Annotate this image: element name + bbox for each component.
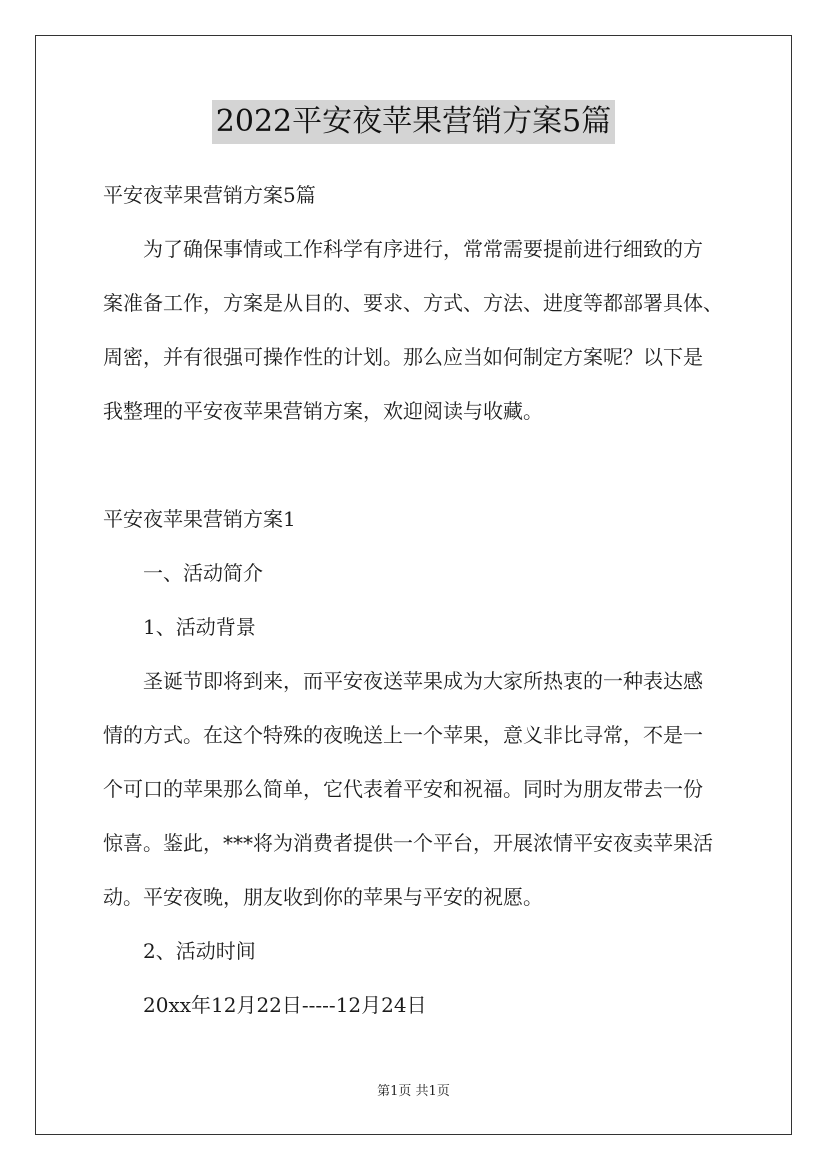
activity-date-range: 20xx年12月22日-----12月24日	[143, 993, 427, 1017]
paragraph-line: 周密，并有很强可操作性的计划。那么应当如何制定方案呢？以下是	[103, 345, 703, 369]
paragraph-line: 圣诞节即将到来，而平安夜送苹果成为大家所热衷的一种表达感	[143, 669, 703, 693]
document-title: 2022平安夜苹果营销方案5篇	[212, 100, 615, 144]
paragraph-line: 动。平安夜晚，朋友收到你的苹果与平安的祝愿。	[103, 885, 543, 909]
paragraph-line: 为了确保事情或工作科学有序进行，常常需要提前进行细致的方	[143, 237, 703, 261]
subheading-activity-intro: 一、活动简介	[143, 561, 263, 585]
section-heading-main: 平安夜苹果营销方案5篇	[103, 183, 316, 207]
subheading-activity-time: 2、活动时间	[143, 939, 256, 963]
paragraph-line: 案准备工作，方案是从目的、要求、方式、方法、进度等都部署具体、	[103, 291, 723, 315]
paragraph-line: 我整理的平安夜苹果营销方案，欢迎阅读与收藏。	[103, 399, 543, 423]
subheading-background: 1、活动背景	[143, 615, 256, 639]
document-title-container	[0, 100, 827, 144]
section-heading-plan-1: 平安夜苹果营销方案1	[103, 507, 296, 531]
page-number-footer: 第1页 共1页	[377, 1084, 450, 1099]
paragraph-line: 情的方式。在这个特殊的夜晚送上一个苹果，意义非比寻常，不是一	[103, 723, 703, 747]
paragraph-line: 个可口的苹果那么简单，它代表着平安和祝福。同时为朋友带去一份	[103, 777, 703, 801]
paragraph-line: 惊喜。鉴此，***将为消费者提供一个平台，开展浓情平安夜卖苹果活	[103, 831, 713, 855]
